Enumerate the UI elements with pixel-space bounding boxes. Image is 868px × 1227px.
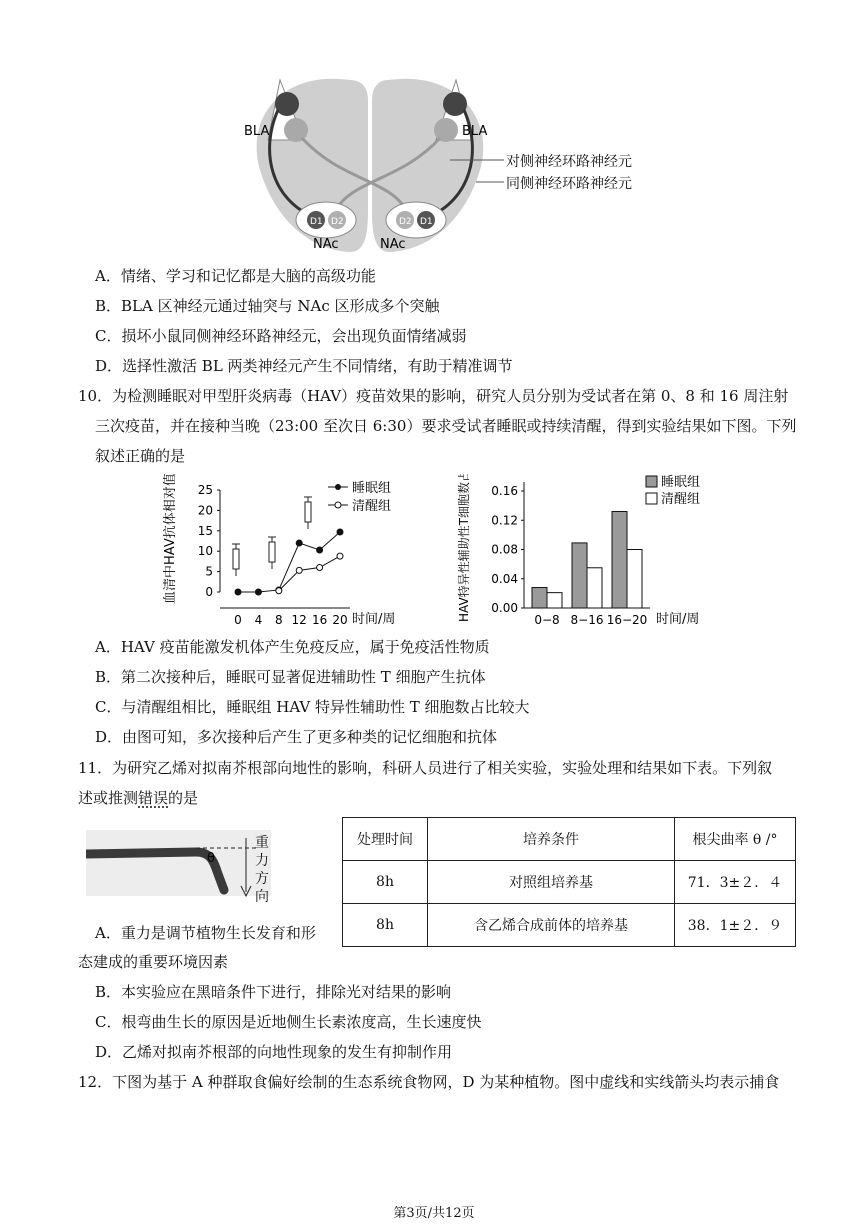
bar-sleep bbox=[572, 543, 587, 608]
line-y-tick-label: 0 bbox=[205, 585, 213, 599]
tcell-bar-chart bbox=[450, 474, 720, 634]
table-header-curvature: 根尖曲率 θ /° bbox=[675, 818, 796, 861]
table-header-time: 处理时间 bbox=[343, 818, 428, 861]
bar-legend-awake: 清醒组 bbox=[661, 492, 701, 507]
line-y-tick-label: 15 bbox=[197, 523, 213, 538]
q10-stem-line1: 10．为检测睡眠对甲型肝炎病毒（HAV）疫苗效果的影响，研究人员分别为受试者在第 0、8 和 16 周注射 bbox=[78, 387, 789, 405]
data-point bbox=[337, 553, 343, 559]
q11-option-b: B．本实验应在黑暗条件下进行，排除光对结果的影响 bbox=[95, 983, 452, 1001]
bar-awake bbox=[587, 568, 602, 608]
q9-option-b: B．BLA 区神经元通过轴突与 NAc 区形成多个突触 bbox=[95, 297, 440, 315]
q11-stem-pre: 述或推测 bbox=[78, 789, 139, 807]
d1-right-label: D1 bbox=[420, 217, 433, 227]
line-x-tick-label: 16 bbox=[311, 613, 328, 627]
bar-awake bbox=[627, 550, 642, 609]
table-cell: 对照组培养基 bbox=[428, 861, 675, 904]
table-row bbox=[343, 861, 796, 904]
table-cell: 8h bbox=[343, 861, 428, 904]
data-point bbox=[276, 588, 282, 594]
bar-chart-xlabel: 时间/周 bbox=[656, 612, 700, 627]
q11-option-c: C．根弯曲生长的原因是近地侧生长素浓度高，生长速度快 bbox=[95, 1013, 482, 1031]
gravity-label bbox=[255, 834, 271, 906]
q11-option-d: D．乙烯对拟南芥根部的向地性现象的发生有抑制作用 bbox=[95, 1043, 453, 1061]
line-y-tick-label: 5 bbox=[205, 564, 213, 579]
q10-stem-line3: 叙述正确的是 bbox=[95, 447, 186, 465]
line-x-tick-label: 8 bbox=[274, 613, 283, 627]
gravity-char-1: 重 bbox=[255, 835, 269, 851]
legend-ipsilateral: 同侧神经环路神经元 bbox=[506, 176, 632, 192]
q11-option-a-line2: 态建成的重要环境因素 bbox=[78, 953, 229, 971]
line-x-tick-label: 4 bbox=[254, 613, 263, 627]
q11-stem-emphasis: 错误 bbox=[138, 789, 169, 807]
table-cell: 8h bbox=[343, 904, 428, 947]
data-point bbox=[235, 589, 241, 595]
data-point bbox=[296, 567, 302, 573]
line-chart-xlabel: 时间/周 bbox=[352, 612, 396, 627]
table-cell: 38．1±２．９ bbox=[675, 904, 796, 947]
data-point bbox=[317, 565, 323, 571]
nac-left-label: NAc bbox=[313, 237, 339, 252]
q9-option-c: C．损坏小鼠同侧神经环路神经元，会出现负面情绪减弱 bbox=[95, 327, 467, 345]
line-y-tick-label: 20 bbox=[197, 503, 213, 518]
d2-left-label: D2 bbox=[331, 217, 344, 227]
bar-x-tick-label: 0−8 bbox=[534, 613, 560, 627]
bar-legend-sleep: 睡眠组 bbox=[661, 475, 701, 490]
data-point bbox=[255, 589, 261, 595]
q11-stem-post: 的是 bbox=[168, 789, 199, 807]
legend-contralateral: 对侧神经环路神经元 bbox=[506, 154, 632, 170]
gravity-char-2: 力 bbox=[255, 853, 269, 869]
table-cell: 含乙烯合成前体的培养基 bbox=[428, 904, 675, 947]
q9-option-d: D．选择性激活 BL 两类神经元产生不同情绪，有助于精准调节 bbox=[95, 357, 513, 375]
table-row bbox=[343, 904, 796, 947]
bar-y-tick-label: 0.00 bbox=[491, 601, 518, 615]
bla-right-label: BLA bbox=[462, 124, 488, 139]
line-chart-ylabel: 血清中HAV抗体相对值 bbox=[163, 474, 178, 604]
results-table bbox=[342, 817, 796, 947]
q10-option-b: B．第二次接种后，睡眠可显著促进辅助性 T 细胞产生抗体 bbox=[95, 668, 486, 686]
line-legend-awake: 清醒组 bbox=[352, 499, 392, 514]
series-line-awake bbox=[279, 556, 340, 591]
antibody-line-chart bbox=[160, 474, 410, 634]
q10-option-c: C．与清醒组相比，睡眠组 HAV 特异性辅助性 T 细胞数占比较大 bbox=[95, 698, 530, 716]
series-line-sleep bbox=[238, 532, 340, 592]
gravity-arrow bbox=[236, 838, 256, 902]
d2-right-label: D2 bbox=[399, 217, 412, 227]
line-x-tick-label: 12 bbox=[291, 613, 307, 627]
bar-chart-ylabel: HAV特异性辅助性T细胞数占比/% bbox=[457, 474, 471, 622]
line-x-tick-label: 20 bbox=[332, 613, 348, 627]
line-legend-sleep: 睡眠组 bbox=[352, 481, 392, 496]
bar-awake bbox=[547, 593, 562, 608]
bar-y-tick-label: 0.04 bbox=[491, 571, 518, 586]
gravity-char-4: 向 bbox=[255, 889, 269, 905]
q10-stem-line2: 三次疫苗，并在接种当晚（23:00 至次日 6:30）要求受试者睡眠或持续清醒，得到实验结果如下图。下列 bbox=[95, 417, 797, 435]
bar-y-tick-label: 0.12 bbox=[491, 513, 518, 528]
nac-right-label: NAc bbox=[380, 237, 406, 252]
bar-x-tick-label: 8−16 bbox=[570, 613, 604, 627]
q12-stem-line1: 12．下图为基于 A 种群取食偏好绘制的生态系统食物网，D 为某种植物。图中虚线和实线箭头均表示捕食 bbox=[78, 1073, 780, 1091]
bla-left-label: BLA bbox=[244, 124, 270, 139]
root-theta-label: θ bbox=[207, 851, 215, 866]
table-header-condition: 培养条件 bbox=[428, 818, 675, 861]
q10-option-a: A．HAV 疫苗能激发机体产生免疫反应，属于免疫活性物质 bbox=[95, 638, 490, 656]
line-x-tick-label: 0 bbox=[234, 613, 242, 627]
data-point bbox=[296, 540, 302, 546]
q11-option-a-line1: A．重力是调节植物生长发育和形 bbox=[95, 924, 316, 942]
bar-y-tick-label: 0.08 bbox=[491, 542, 518, 557]
bar-sleep bbox=[612, 511, 627, 608]
table-header-row bbox=[343, 818, 796, 861]
q11-stem-line1: 11．为研究乙烯对拟南芥根部向地性的影响，科研人员进行了相关实验，实验处理和结果如下表。下列叙 bbox=[78, 759, 773, 777]
bar-y-tick-label: 0.16 bbox=[491, 484, 518, 498]
line-y-tick-label: 25 bbox=[197, 483, 213, 497]
d1-left-label: D1 bbox=[310, 217, 323, 227]
q10-option-d: D．由图可知，多次接种后产生了更多种类的记忆细胞和抗体 bbox=[95, 728, 498, 746]
bar-x-tick-label: 16−20 bbox=[606, 613, 648, 627]
page-footer: 第3页/共12页 bbox=[393, 1206, 475, 1221]
table-cell: 71．3±２．４ bbox=[675, 861, 796, 904]
q9-option-a: A．情绪、学习和记忆都是大脑的高级功能 bbox=[95, 267, 376, 285]
data-point bbox=[317, 547, 323, 553]
line-y-tick-label: 10 bbox=[197, 544, 213, 559]
data-point bbox=[337, 529, 343, 535]
q11-stem-line2 bbox=[78, 788, 198, 808]
bar-sleep bbox=[532, 588, 547, 608]
gravity-char-3: 方 bbox=[255, 871, 269, 887]
